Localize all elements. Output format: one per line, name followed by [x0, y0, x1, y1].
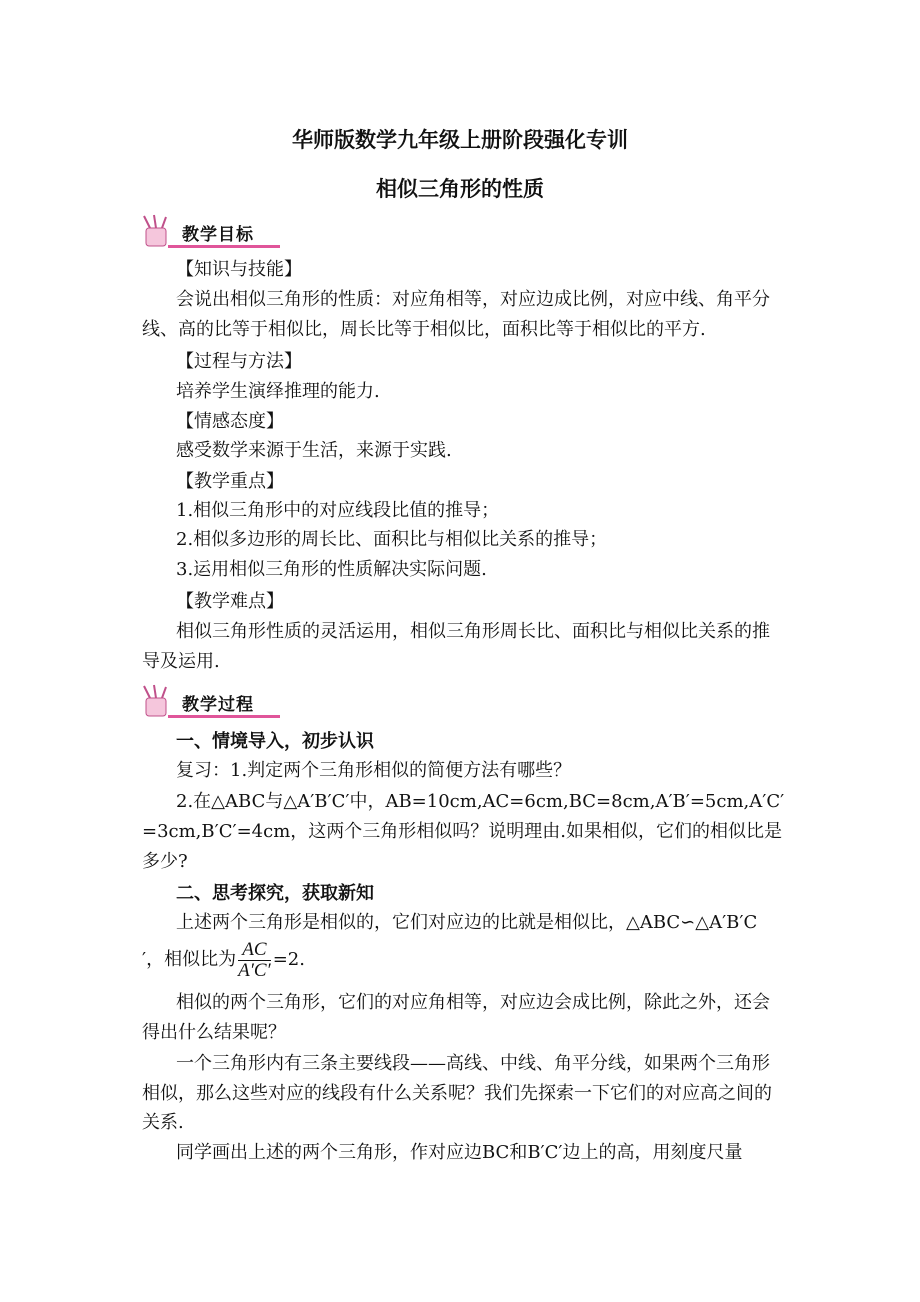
- text-line-fraction: [142, 938, 782, 982]
- text-line: 3.运用相似三角形的性质解决实际问题.: [176, 559, 487, 580]
- document-title: 华师版数学九年级上册阶段强化专训: [292, 127, 628, 152]
- document-subtitle: 相似三角形的性质: [376, 176, 544, 201]
- text-line: 关系.: [142, 1112, 184, 1133]
- text-line: =3cm,B′C′=4cm，这两个三角形相似吗？说明理由.如果相似，它们的相似比是: [142, 821, 782, 842]
- text-line: 感受数学来源于生活，来源于实践.: [176, 440, 452, 461]
- badge-underline: [168, 715, 280, 718]
- text-line: 得出什么结果呢？: [142, 1022, 286, 1043]
- text-line: 导及运用.: [142, 651, 220, 672]
- section-badge-goals: [138, 214, 280, 250]
- text-line: 一个三角形内有三条主要线段——高线、中线、角平分线，如果两个三角形: [176, 1053, 770, 1074]
- section-heading: 二、思考探究，获取新知: [176, 883, 374, 904]
- pencil-pot-icon: [140, 214, 174, 248]
- badge-label: 教学过程: [182, 695, 254, 715]
- text-line: 培养学生演绎推理的能力.: [176, 381, 380, 402]
- text-line: 上述两个三角形是相似的，它们对应边的比就是相似比，△ABC∽△A′B′C: [176, 912, 758, 933]
- section-heading: 一、情境导入，初步认识: [176, 731, 374, 752]
- text-line: 相似的两个三角形，它们的对应角相等，对应边会成比例，除此之外，还会: [176, 992, 770, 1013]
- heading-key-points: 【教学重点】: [176, 471, 284, 492]
- fraction-denominator: A′C′: [238, 959, 271, 981]
- heading-difficulties: 【教学难点】: [176, 591, 284, 612]
- badge-underline: [168, 245, 280, 248]
- text-line: 同学画出上述的两个三角形，作对应边BC和B′C′边上的高，用刻度尺量: [176, 1142, 743, 1163]
- text-line: 线、高的比等于相似比，周长比等于相似比，面积比等于相似比的平方.: [142, 319, 706, 340]
- heading-process: 【过程与方法】: [176, 351, 302, 372]
- text-line: 相似三角形性质的灵活运用，相似三角形周长比、面积比与相似比关系的推: [176, 621, 770, 642]
- heading-attitude: 【情感态度】: [176, 411, 284, 432]
- text-line: 2.在△ABC与△A′B′C′中，AB=10cm,AC=6cm,BC=8cm,A′B′=5cm,A′C′: [176, 791, 785, 812]
- text-line: 复习：1.判定两个三角形相似的简便方法有哪些？: [176, 760, 572, 781]
- section-badge-process: [138, 684, 280, 720]
- badge-label: 教学目标: [182, 225, 254, 245]
- pencil-pot-icon: [140, 684, 174, 718]
- text-line: 会说出相似三角形的性质：对应角相等，对应边成比例，对应中线、角平分: [176, 289, 770, 310]
- text-line: 相似，那么这些对应的线段有什么关系呢？我们先探索一下它们的对应高之间的: [142, 1083, 772, 1104]
- text-line: 多少?: [142, 851, 188, 872]
- text-fragment: =2.: [272, 949, 305, 970]
- text-fragment: ′，相似比为: [142, 949, 237, 970]
- fraction-numerator: AC: [238, 940, 271, 961]
- text-line: 2.相似多边形的周长比、面积比与相似比关系的推导；: [176, 529, 608, 550]
- text-line: 1.相似三角形中的对应线段比值的推导；: [176, 500, 500, 521]
- fraction: [238, 940, 271, 981]
- heading-knowledge: 【知识与技能】: [176, 259, 302, 280]
